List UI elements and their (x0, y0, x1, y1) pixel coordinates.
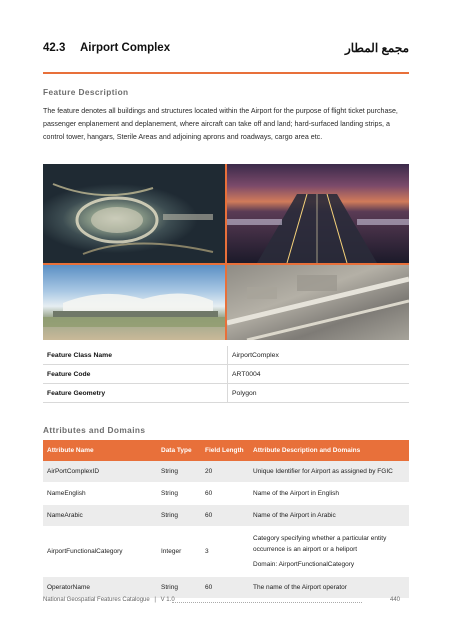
attribute-length: 60 (201, 483, 249, 505)
footer-dot-leader (172, 597, 362, 603)
section-number: 42.3 (43, 42, 66, 54)
footer-catalogue-name: National Geospatial Features Catalogue (43, 597, 150, 603)
table-row (43, 365, 409, 384)
section-title: Airport Complex (80, 42, 171, 54)
attributes-table (43, 440, 409, 599)
attribute-description: Name of the Airport in English (249, 483, 409, 505)
airport-aerial-photo (43, 164, 225, 263)
table-header-row (43, 440, 409, 461)
collage-divider-horizontal (43, 263, 409, 265)
property-value: ART0004 (228, 365, 410, 384)
attribute-name: NameEnglish (43, 483, 157, 505)
attribute-type: String (157, 577, 201, 599)
property-key: Feature Class Name (43, 346, 228, 365)
header-divider (43, 72, 409, 74)
attribute-type: String (157, 483, 201, 505)
footer-version: V 1.0 (160, 597, 175, 603)
feature-description-text: The feature denotes all buildings and structures located within the Airport for the purpose of flight ticket purchase, passenger enplanement and deplanement, where aircraft can take off and land; hard-surfaced landing strips, a control tower, hangars, Sterile Areas and adjoining aprons and roadways, cargo area etc. (43, 107, 398, 141)
column-header: Data Type (157, 440, 201, 461)
airport-night-photo (227, 164, 409, 263)
attribute-type: String (157, 505, 201, 527)
table-row (43, 384, 409, 403)
page-number: 440 (389, 597, 400, 603)
feature-description-heading: Feature Description (43, 87, 129, 97)
attribute-description: Name of the Airport in Arabic (249, 505, 409, 527)
attribute-name: AirportFunctionalCategory (43, 527, 157, 577)
column-header: Attribute Description and Domains (249, 440, 409, 461)
collage-divider-vertical (225, 164, 227, 340)
property-value: AirportComplex (228, 346, 410, 365)
attribute-name: NameArabic (43, 505, 157, 527)
table-row (43, 577, 409, 599)
table-row (43, 527, 409, 577)
table-row (43, 505, 409, 527)
property-key: Feature Code (43, 365, 228, 384)
attribute-description: Unique Identifier for Airport as assigned by FGIC (249, 461, 409, 483)
table-row (43, 483, 409, 505)
attribute-description: Category specifying whether a particular entity occurrence is an airport or a heliport (253, 535, 387, 553)
attribute-domain: Domain: AirportFunctionalCategory (253, 561, 355, 568)
feature-properties-table (43, 346, 409, 403)
table-row (43, 346, 409, 365)
attribute-type: String (157, 461, 201, 483)
attribute-type: Integer (157, 527, 201, 577)
airport-satellite-photo (227, 265, 409, 340)
attribute-length: 3 (201, 527, 249, 577)
footer-catalogue (43, 597, 175, 603)
attribute-length: 60 (201, 505, 249, 527)
table-row (43, 461, 409, 483)
column-header: Attribute Name (43, 440, 157, 461)
attribute-length: 20 (201, 461, 249, 483)
footer-separator: | (154, 597, 156, 603)
attribute-name: AirPortComplexID (43, 461, 157, 483)
attributes-heading: Attributes and Domains (43, 425, 146, 435)
property-value: Polygon (228, 384, 410, 403)
attribute-description-cell (249, 527, 409, 577)
section-title-arabic: مجمع المطار (344, 41, 409, 55)
attribute-length: 60 (201, 577, 249, 599)
attribute-name: OperatorName (43, 577, 157, 599)
property-key: Feature Geometry (43, 384, 228, 403)
column-header: Field Length (201, 440, 249, 461)
attribute-description: The name of the Airport operator (249, 577, 409, 599)
airport-terminal-photo (43, 265, 225, 340)
